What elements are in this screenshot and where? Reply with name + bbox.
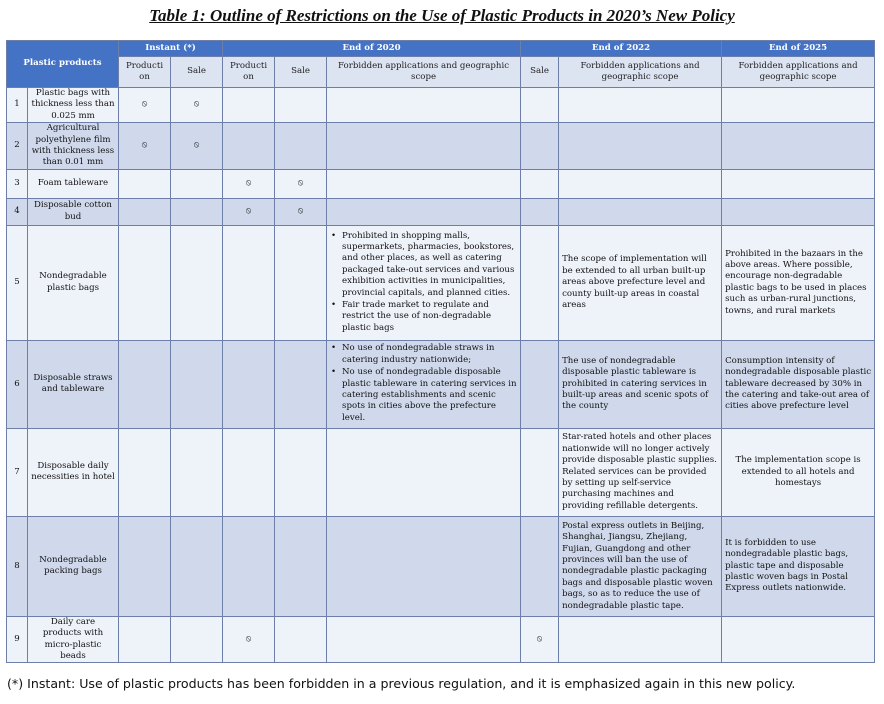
header-end-2020: End of 2020 (223, 41, 521, 57)
subheader-2020-sale: Sale (275, 57, 327, 88)
ban-icon (275, 616, 327, 663)
scope-bullet: • Fair trade market to regulate and restrict the use of non-degradable plastic bags (342, 300, 517, 334)
scope-2025 (722, 123, 875, 170)
ban-icon (119, 169, 171, 198)
ban-icon (119, 428, 171, 516)
ban-icon (223, 225, 275, 340)
ban-icon (171, 516, 223, 616)
ban-icon (223, 516, 275, 616)
row-number: 6 (7, 340, 28, 428)
ban-icon (119, 198, 171, 225)
ban-icon (223, 428, 275, 516)
row-number: 7 (7, 428, 28, 516)
ban-icon: ⦸ (521, 616, 559, 663)
scope-2020 (327, 88, 521, 123)
product-name: Daily care products with micro-plastic beads (28, 616, 119, 663)
row-number: 4 (7, 198, 28, 225)
ban-icon: ⦸ (171, 123, 223, 170)
scope-2022 (559, 198, 722, 225)
scope-2025: Prohibited in the bazaars in the above areas. Where possible, encourage non-degradable plastic bags to be used in places such as urban-rural junctions, towns, and rural markets (722, 225, 875, 340)
subheader-2020-production: Producti on (223, 57, 275, 88)
scope-2025: Consumption intensity of nondegradable disposable plastic tableware decreased by 30% in the catering and take-out area of cities above prefecture level (722, 340, 875, 428)
scope-2020 (327, 123, 521, 170)
scope-2022 (559, 616, 722, 663)
scope-2022 (559, 123, 722, 170)
scope-2025 (722, 198, 875, 225)
ban-icon: ⦸ (119, 123, 171, 170)
row-number: 9 (7, 616, 28, 663)
subheader-instant-production: Producti on (119, 57, 171, 88)
row-number: 3 (7, 169, 28, 198)
product-name: Disposable daily necessities in hotel (28, 428, 119, 516)
ban-icon (171, 169, 223, 198)
table-row (7, 616, 875, 663)
scope-2022 (559, 169, 722, 198)
ban-icon (119, 225, 171, 340)
ban-icon (521, 340, 559, 428)
ban-icon: ⦸ (223, 169, 275, 198)
header-instant: Instant (*) (119, 41, 223, 57)
scope-bullet: • Prohibited in shopping malls, supermarkets, pharmacies, bookstores, and other places, as well as catering packaged take-out services and various exhibition activities in municipalities, provincial capitals, and planned cities. (342, 231, 517, 299)
product-name: Plastic bags with thickness less than 0.025 mm (28, 88, 119, 123)
ban-icon (275, 516, 327, 616)
subheader-2020-scope: Forbidden applications and geographic scope (327, 57, 521, 88)
scope-2020 (327, 169, 521, 198)
scope-2025: The implementation scope is extended to all hotels and homestays (722, 428, 875, 516)
scope-2022: Postal express outlets in Beijing, Shanghai, Jiangsu, Zhejiang, Fujian, Guangdong and other provinces will ban the use of nondegradable plastic packaging bags and disposable plastic woven bags, so as to reduce the use of nondegradable plastic tape. (559, 516, 722, 616)
table-row (7, 428, 875, 516)
ban-icon (275, 428, 327, 516)
product-name: Agricultural polyethylene film with thickness less than 0.01 mm (28, 123, 119, 170)
scope-2022: The scope of implementation will be extended to all urban built-up areas above prefecture level and county built-up areas in coastal areas (559, 225, 722, 340)
ban-icon (171, 340, 223, 428)
ban-icon: ⦸ (223, 616, 275, 663)
ban-icon: ⦸ (119, 88, 171, 123)
scope-2025: It is forbidden to use nondegradable plastic bags, plastic tape and disposable plastic woven bags in Postal Express outlets nationwide. (722, 516, 875, 616)
table-row (7, 340, 875, 428)
scope-bullet: • No use of nondegradable disposable plastic tableware in catering services in catering establishments and scenic spots in cities above the prefecture level. (342, 367, 517, 424)
product-name: Disposable cotton bud (28, 198, 119, 225)
ban-icon (223, 88, 275, 123)
row-number: 1 (7, 88, 28, 123)
table-row (7, 198, 875, 225)
scope-2022: The use of nondegradable disposable plastic tableware is prohibited in catering services in built-up areas and scenic spots of the county (559, 340, 722, 428)
row-number: 8 (7, 516, 28, 616)
ban-icon (521, 225, 559, 340)
ban-icon (521, 123, 559, 170)
restrictions-table (6, 40, 875, 663)
ban-icon (119, 616, 171, 663)
scope-2020 (327, 516, 521, 616)
ban-icon (171, 225, 223, 340)
ban-icon (119, 340, 171, 428)
product-name: Foam tableware (28, 169, 119, 198)
ban-icon (223, 123, 275, 170)
table-title: Table 1: Outline of Restrictions on the Use of Plastic Products in 2020’s New Policy (149, 6, 735, 25)
scope-2025 (722, 88, 875, 123)
header-end-2025: End of 2025 (722, 41, 875, 57)
table-row (7, 88, 875, 123)
ban-icon (119, 516, 171, 616)
scope-2022: Star-rated hotels and other places nationwide will no longer actively provide disposable plastic supplies. Related services can be provided by setting up self-service purchasing machines and providing refillable detergents. (559, 428, 722, 516)
ban-icon (275, 123, 327, 170)
scope-2025 (722, 616, 875, 663)
ban-icon (223, 340, 275, 428)
subheader-2025-scope: Forbidden applications and geographic scope (722, 57, 875, 88)
footnote: (*) Instant: Use of plastic products has been forbidden in a previous regulation, and it is emphasized again in this new policy. (7, 676, 796, 691)
ban-icon: ⦸ (171, 88, 223, 123)
product-name: Nondegradable packing bags (28, 516, 119, 616)
ban-icon (521, 516, 559, 616)
ban-icon (171, 616, 223, 663)
product-name: Disposable straws and tableware (28, 340, 119, 428)
table-row (7, 225, 875, 340)
scope-2020 (327, 616, 521, 663)
table-row (7, 169, 875, 198)
ban-icon: ⦸ (275, 169, 327, 198)
scope-2020 (327, 225, 521, 340)
ban-icon (521, 88, 559, 123)
subheader-2022-scope: Forbidden applications and geographic scope (559, 57, 722, 88)
subheader-instant-sale: Sale (171, 57, 223, 88)
subheader-2022-sale: Sale (521, 57, 559, 88)
ban-icon (521, 169, 559, 198)
ban-icon (521, 198, 559, 225)
scope-2025 (722, 169, 875, 198)
scope-2022 (559, 88, 722, 123)
ban-icon (275, 340, 327, 428)
table-row (7, 123, 875, 170)
ban-icon (171, 428, 223, 516)
header-plastic-products: Plastic products (7, 41, 119, 88)
row-number: 2 (7, 123, 28, 170)
scope-2020 (327, 428, 521, 516)
scope-2020 (327, 198, 521, 225)
scope-2020 (327, 340, 521, 428)
scope-bullet: • No use of nondegradable straws in catering industry nationwide; (342, 343, 517, 366)
row-number: 5 (7, 225, 28, 340)
product-name: Nondegradable plastic bags (28, 225, 119, 340)
ban-icon (275, 225, 327, 340)
table-row (7, 516, 875, 616)
ban-icon (521, 428, 559, 516)
header-end-2022: End of 2022 (521, 41, 722, 57)
ban-icon (171, 198, 223, 225)
ban-icon: ⦸ (223, 198, 275, 225)
ban-icon (275, 88, 327, 123)
ban-icon: ⦸ (275, 198, 327, 225)
